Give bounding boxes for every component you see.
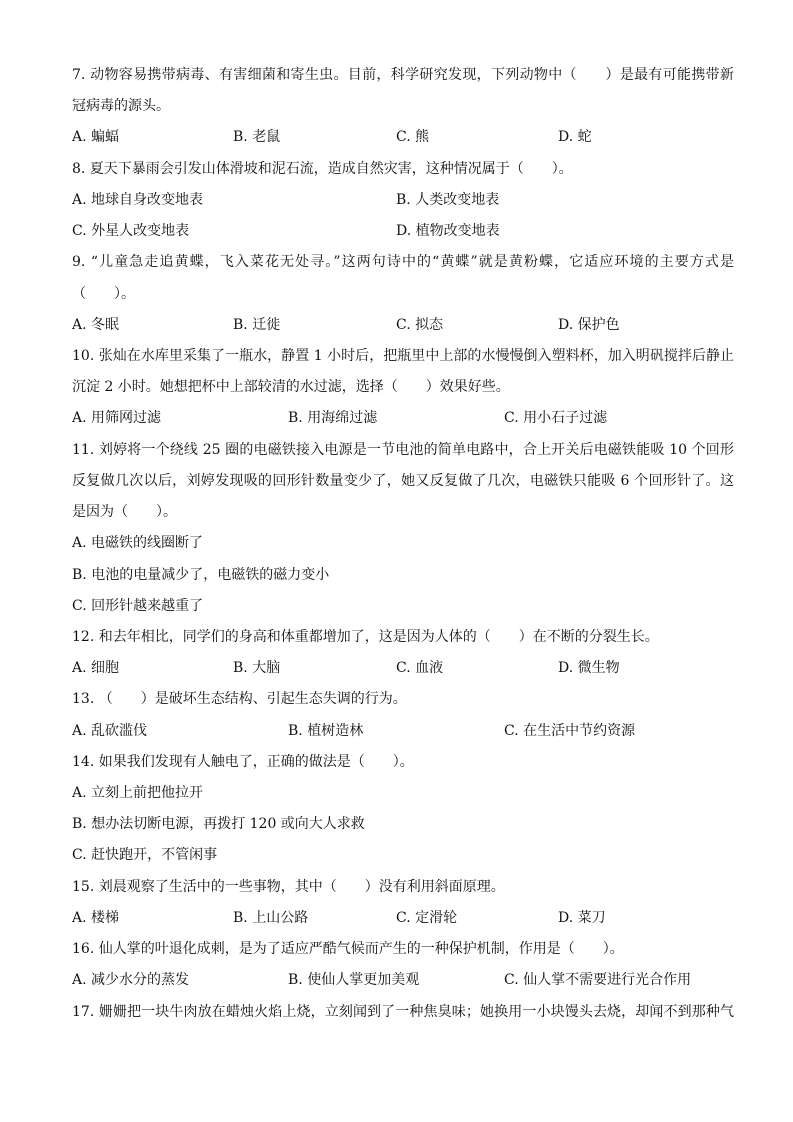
answer-option: D. 微生物 (558, 660, 620, 677)
answer-option: B. 植树造林 (288, 722, 364, 739)
answer-option: B. 用海绵过滤 (288, 410, 378, 427)
answer-option: D. 菜刀 (558, 909, 606, 926)
question-stem-line: 11. 刘婷将一个绕线 25 圈的电磁铁接入电源是一节电池的简单电路中，合上开关后电磁铁能吸 10 个回形 (72, 441, 734, 458)
question-stem-line: 12. 和去年相比，同学们的身高和体重都增加了，这是因为人体的（ ）在不断的分裂生长。 (72, 628, 659, 645)
answer-option: C. 赶快跑开，不管闲事 (72, 847, 218, 864)
answer-option: D. 植物改变地表 (396, 223, 500, 240)
question-15 (72, 872, 734, 934)
answer-option: A. 地球自身改变地表 (72, 191, 204, 208)
answer-option: B. 大脑 (233, 660, 281, 677)
answer-option: B. 迁徙 (233, 316, 281, 333)
answer-option: D. 蛇 (558, 129, 592, 146)
answer-option: B. 人类改变地表 (396, 191, 500, 208)
options-row (72, 310, 734, 341)
answer-option: C. 血液 (396, 660, 444, 677)
answer-option: C. 回形针越来越重了 (72, 597, 204, 614)
question-9 (72, 247, 734, 341)
answer-option: A. 用筛网过滤 (72, 410, 162, 427)
options-row (72, 903, 734, 934)
options-row (72, 653, 734, 684)
question-stem-line: 是因为（ ）。 (72, 504, 177, 521)
question-10 (72, 341, 734, 435)
question-stem-line: 10. 张灿在水库里采集了一瓶水，静置 1 小时后，把瓶里中上部的水慢慢倒入塑料杯，加入明矾搅拌后静止 (72, 347, 734, 364)
question-stem-line: 16. 仙人掌的叶退化成刺，是为了适应严酷气候而产生的一种保护机制，作用是（ ）。 (72, 941, 624, 958)
answer-option: B. 电池的电量减少了，电磁铁的磁力变小 (72, 566, 330, 583)
options-row (72, 716, 734, 747)
question-stem-line: 反复做几次以后，刘婷发现吸的回形针数量变少了，她又反复做了几次，电磁铁只能吸 6 个回形针了。这 (72, 472, 734, 489)
question-stem-line: 8. 夏天下暴雨会引发山体滑坡和泥石流，造成自然灾害，这种情况属于（ ）。 (72, 160, 573, 177)
question-stem-line: 7. 动物容易携带病毒、有害细菌和寄生虫。目前，科学研究发现，下列动物中（ ）是最有可能携带新 (72, 67, 734, 83)
answer-option: A. 蝙蝠 (72, 129, 120, 146)
answer-option: B. 想办法切断电源，再拨打 120 或向大人求救 (72, 816, 365, 833)
question-stem-line: 17. 姗姗把一块牛肉放在蜡烛火焰上烧，立刻闻到了一种焦臭味；她换用一小块馒头去烧，却闻不到那种气 (72, 1003, 734, 1020)
question-stem-line: 冠病毒的源头。 (72, 98, 170, 115)
question-14 (72, 747, 734, 872)
options-row (72, 965, 734, 996)
answer-option: A. 立刻上前把他拉开 (72, 785, 204, 802)
answer-option: C. 熊 (396, 129, 430, 146)
question-stem-line: 沉淀 2 小时。她想把杯中上部较清的水过滤，选择（ ）效果好些。 (72, 379, 510, 396)
answer-option: C. 拟态 (396, 316, 444, 333)
question-8 (72, 154, 734, 248)
options-row (72, 185, 734, 216)
question-stem-line: 14. 如果我们发现有人触电了，正确的做法是（ ）。 (72, 753, 414, 770)
question-stem-line: 15. 刘晨观察了生活中的一些事物，其中（ ）没有利用斜面原理。 (72, 878, 505, 895)
question-stem-line: 9. “儿童急走追黄蝶，飞入菜花无处寻。”这两句诗中的“黄蝶”就是黄粉蝶，它适应环境的主要方式是 (72, 254, 734, 271)
answer-option: B. 使仙人掌更加美观 (288, 972, 420, 989)
options-row (72, 403, 734, 434)
options-row (72, 122, 734, 153)
answer-option: C. 用小石子过滤 (504, 410, 608, 427)
answer-option: C. 在生活中节约资源 (504, 722, 636, 739)
question-11 (72, 435, 734, 622)
answer-option: C. 定滑轮 (396, 909, 458, 926)
question-12 (72, 622, 734, 684)
answer-option: A. 细胞 (72, 660, 120, 677)
answer-option: A. 乱砍滥伐 (72, 722, 148, 739)
answer-option: A. 减少水分的蒸发 (72, 972, 190, 989)
question-stem-line: （ ）。 (72, 285, 135, 302)
answer-option: B. 上山公路 (233, 909, 309, 926)
question-17 (72, 997, 734, 1028)
question-16 (72, 934, 734, 996)
answer-option: B. 老鼠 (233, 129, 281, 146)
answer-option: A. 楼梯 (72, 909, 120, 926)
answer-option: C. 外星人改变地表 (72, 223, 190, 240)
answer-option: D. 保护色 (558, 316, 620, 333)
answer-option: A. 冬眠 (72, 316, 120, 333)
question-13 (72, 684, 734, 746)
answer-option: C. 仙人掌不需要进行光合作用 (504, 972, 692, 989)
question-7 (72, 60, 734, 154)
options-row (72, 216, 734, 247)
document-page (72, 60, 734, 1028)
question-stem-line: 13. （ ）是破坏生态结构、引起生态失调的行为。 (72, 691, 407, 708)
answer-option: A. 电磁铁的线圈断了 (72, 535, 204, 552)
